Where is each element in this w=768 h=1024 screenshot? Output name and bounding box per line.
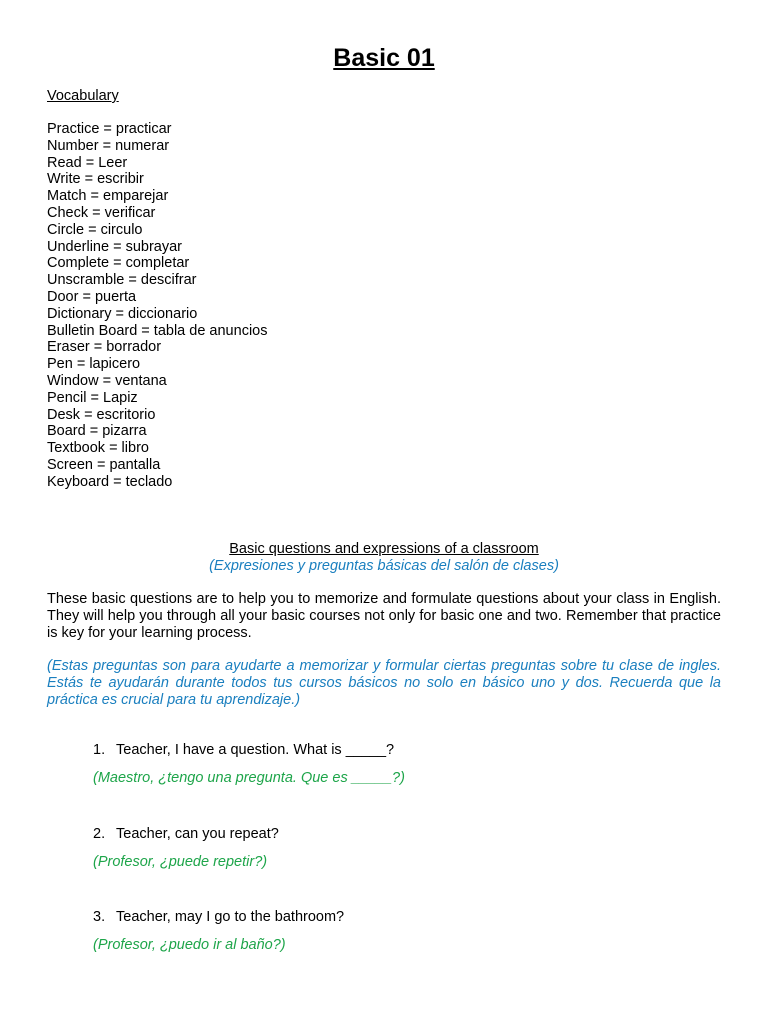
question-number: 1. — [93, 742, 106, 758]
vocabulary-item: Practice = practicar — [47, 121, 172, 137]
vocabulary-item: Eraser = borrador — [47, 339, 162, 356]
vocabulary-item: Match = emparejar — [47, 188, 169, 205]
section-heading-spanish: (Expresiones y preguntas básicas del salón de clases) — [209, 558, 559, 574]
vocabulary-item: Unscramble = descifrar — [47, 272, 197, 289]
question-text-line — [93, 909, 693, 926]
section-heading — [0, 541, 768, 575]
vocabulary-item: Pen = lapicero — [47, 356, 141, 373]
vocabulary-item: Check = verificar — [47, 204, 156, 221]
question-item — [93, 742, 693, 787]
question-text: Teacher, I have a question. What is _____? — [116, 742, 395, 758]
question-translation: (Profesor, ¿puede repetir?) — [93, 854, 268, 870]
question-item — [93, 826, 693, 871]
vocabulary-item: Keyboard = teclado — [47, 473, 173, 490]
question-translation: (Profesor, ¿puedo ir al baño?) — [93, 937, 286, 953]
vocabulary-item: Write = escribir — [47, 171, 144, 188]
intro-paragraph-english: These basic questions are to help you to memorize and formulate questions about your class in English. They will help you through all your basic courses not only for basic one and two. Remember that practice is key for your learning process. — [47, 591, 721, 641]
question-text-line — [93, 742, 693, 759]
vocabulary-item: Pencil = Lapiz — [47, 389, 138, 406]
vocabulary-item: Door = puerta — [47, 288, 137, 305]
vocabulary-item: Screen = pantalla — [47, 456, 161, 473]
vocabulary-item: Circle = circulo — [47, 221, 143, 238]
question-translation: (Maestro, ¿tengo una pregunta. Que es _____?) — [93, 770, 405, 786]
vocabulary-item: Underline = subrayar — [47, 238, 183, 255]
vocabulary-item: Read = Leer — [47, 154, 128, 171]
vocabulary-item: Board = pizarra — [47, 423, 147, 440]
vocabulary-list — [47, 121, 267, 491]
vocabulary-item: Number = numerar — [47, 137, 170, 154]
question-number: 2. — [93, 826, 106, 842]
vocabulary-heading: Vocabulary — [47, 88, 119, 104]
question-item — [93, 909, 693, 954]
vocabulary-item: Complete = completar — [47, 255, 190, 272]
question-text: Teacher, can you repeat? — [116, 826, 279, 842]
page-title: Basic 01 — [333, 44, 435, 72]
vocabulary-item: Desk = escritorio — [47, 406, 156, 423]
question-text: Teacher, may I go to the bathroom? — [116, 909, 345, 925]
vocabulary-item: Textbook = libro — [47, 440, 149, 457]
vocabulary-item: Bulletin Board = tabla de anuncios — [47, 322, 268, 339]
section-heading-english: Basic questions and expressions of a classroom — [229, 541, 539, 557]
question-number: 3. — [93, 909, 106, 925]
question-text-line — [93, 826, 693, 843]
vocabulary-item: Window = ventana — [47, 372, 167, 389]
vocabulary-item: Dictionary = diccionario — [47, 305, 198, 322]
intro-paragraph-spanish: (Estas preguntas son para ayudarte a memorizar y formular ciertas preguntas sobre tu clase de ingles. Estás te ayudarán durante todos tus cursos básicos no solo en básico uno y dos. Recuerda que la práctica es crucial para tu aprendizaje.) — [47, 658, 721, 708]
